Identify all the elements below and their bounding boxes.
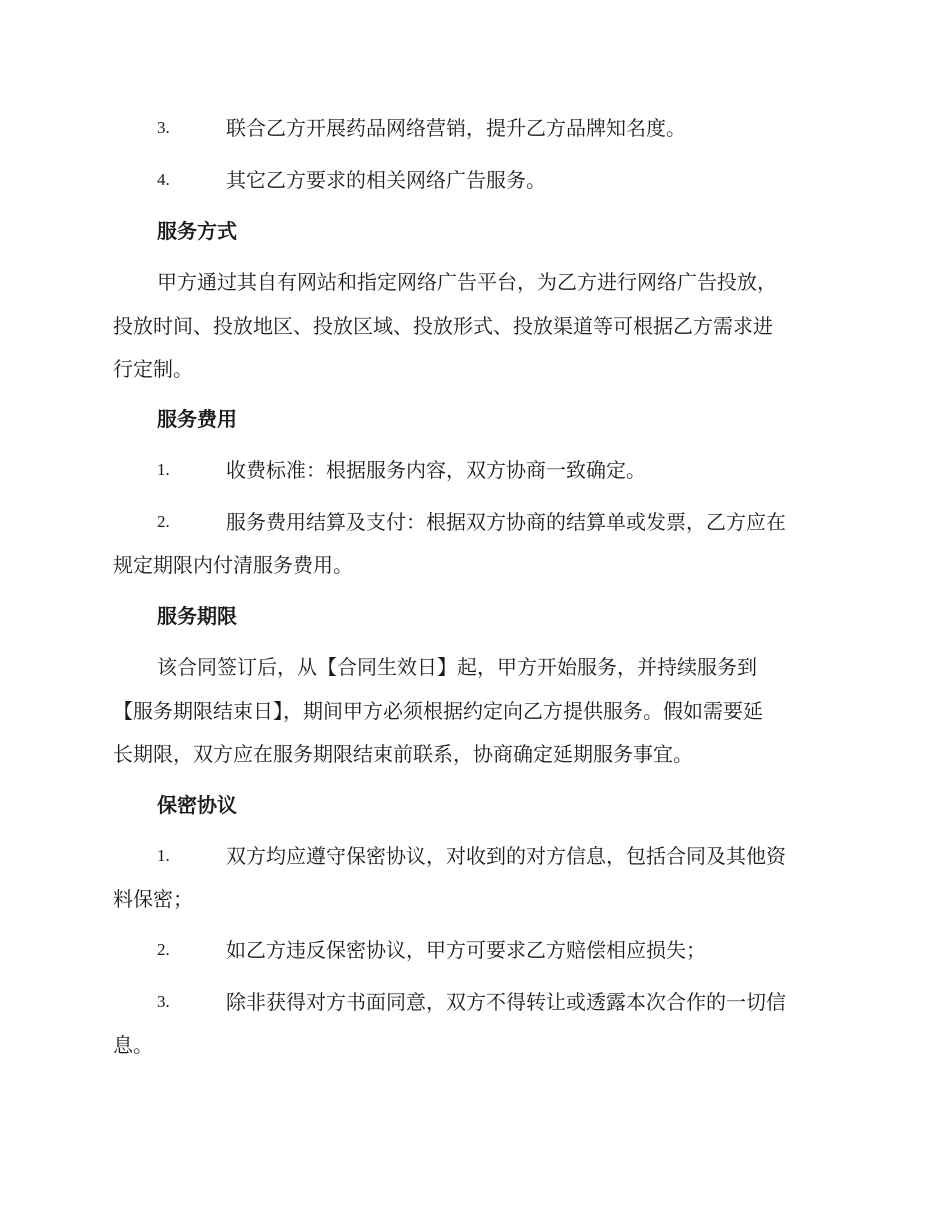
- list-number: 3.: [157, 992, 170, 1011]
- section-heading-service-method: 服务方式: [157, 219, 237, 243]
- paragraph-line: 长期限，双方应在服务期限结束前联系，协商确定延期服务事宜。: [113, 742, 693, 766]
- list-item-text: 料保密；: [113, 887, 193, 911]
- section-heading-service-fee: 服务费用: [157, 407, 237, 431]
- list-number: 4.: [157, 170, 170, 189]
- list-item-text: 收费标准：根据服务内容，双方协商一致确定。: [226, 458, 646, 482]
- list-number: 2.: [157, 512, 170, 531]
- list-item-text: 如乙方违反保密协议，甲方可要求乙方赔偿相应损失；: [226, 938, 706, 962]
- list-item-text: 息。: [113, 1033, 153, 1057]
- paragraph-line: 投放时间、投放地区、投放区域、投放形式、投放渠道等可根据乙方需求进: [113, 314, 773, 338]
- paragraph-line: 该合同签订后，从【合同生效日】起，甲方开始服务，并持续服务到: [157, 655, 757, 679]
- list-item-text: 其它乙方要求的相关网络广告服务。: [226, 168, 546, 192]
- list-number: 3.: [157, 118, 170, 137]
- list-number: 1.: [157, 846, 170, 865]
- section-heading-confidentiality: 保密协议: [157, 793, 237, 817]
- list-number: 2.: [157, 940, 170, 959]
- list-item-text: 双方均应遵守保密协议，对收到的对方信息，包括合同及其他资: [226, 844, 786, 868]
- list-number: 1.: [157, 460, 170, 479]
- list-item-text: 规定期限内付清服务费用。: [113, 553, 353, 577]
- paragraph-line: 【服务期限结束日】，期间甲方必须根据约定向乙方提供服务。假如需要延: [113, 699, 763, 723]
- paragraph-line: 甲方通过其自有网站和指定网络广告平台，为乙方进行网络广告投放，: [157, 270, 777, 294]
- list-item-text: 除非获得对方书面同意，双方不得转让或透露本次合作的一切信: [226, 990, 786, 1014]
- section-heading-service-term: 服务期限: [157, 604, 237, 628]
- paragraph-line: 行定制。: [113, 357, 193, 381]
- list-item-text: 联合乙方开展药品网络营销，提升乙方品牌知名度。: [226, 116, 686, 140]
- list-item-text: 服务费用结算及支付：根据双方协商的结算单或发票，乙方应在: [226, 510, 786, 534]
